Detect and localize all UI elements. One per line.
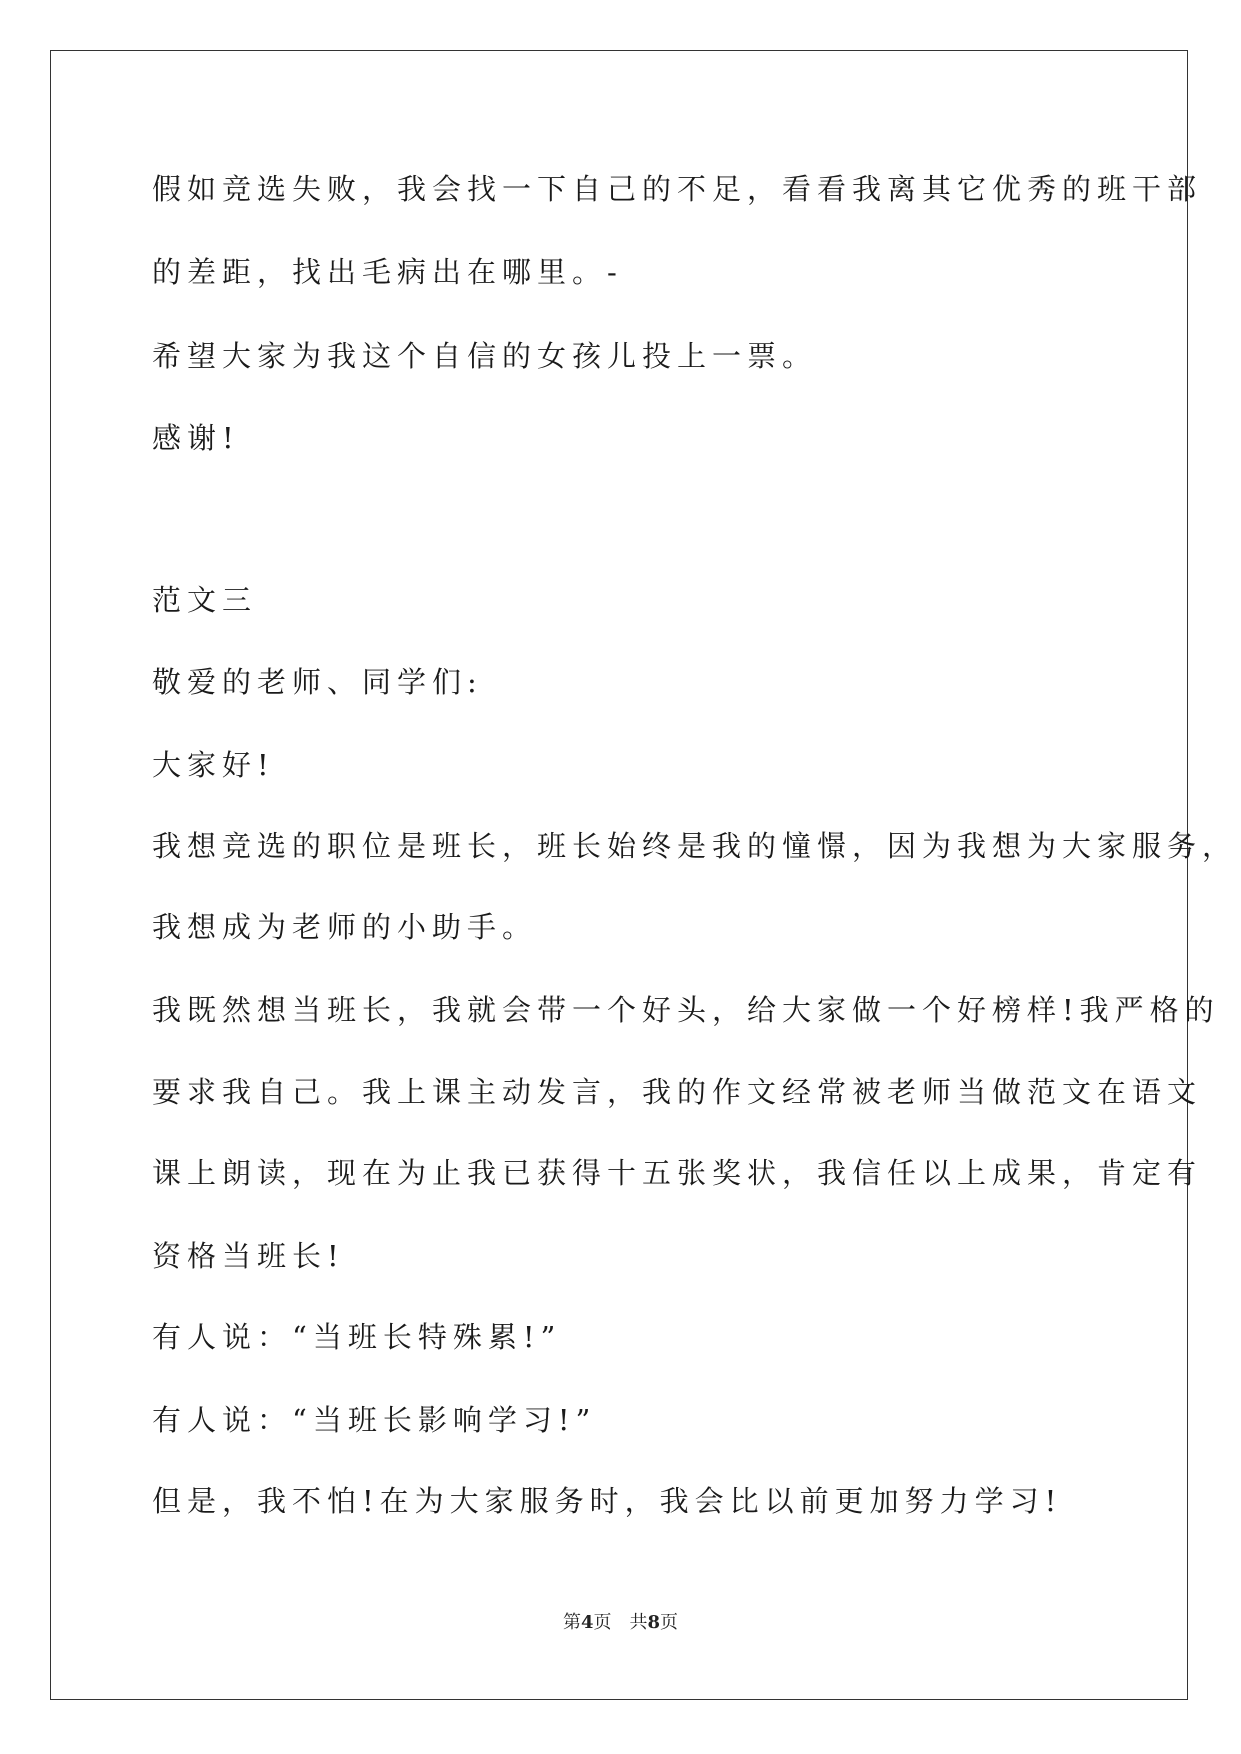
total-prefix: 共 bbox=[629, 1612, 648, 1633]
page-prefix: 第 bbox=[562, 1612, 581, 1633]
body-line: 我想成为老师的小助手。 bbox=[152, 910, 538, 944]
body-line: 要求我自己。我上课主动发言，我的作文经常被老师当做范文在语文 bbox=[152, 1075, 1203, 1109]
body-line: 感谢! bbox=[152, 421, 240, 455]
section-title: 范文三 bbox=[152, 583, 258, 617]
body-line: 假如竞选失败，我会找一下自己的不足，看看我离其它优秀的班干部 bbox=[152, 172, 1203, 206]
body-line: 我想竞选的职位是班长，班长始终是我的憧憬，因为我想为大家服务， bbox=[152, 829, 1238, 863]
body-line: 但是，我不怕!在为大家服务时，我会比以前更加努力学习! bbox=[152, 1484, 1063, 1518]
body-line: 希望大家为我这个自信的女孩儿投上一票。 bbox=[152, 339, 818, 373]
body-line: 资格当班长! bbox=[152, 1239, 345, 1273]
salutation: 敬爱的老师、同学们: bbox=[152, 665, 483, 699]
page-footer bbox=[0, 1611, 1241, 1635]
total-suffix: 页 bbox=[660, 1612, 679, 1633]
page-total: 8 bbox=[647, 1612, 661, 1633]
body-line: 我既然想当班长，我就会带一个好头，给大家做一个好榜样!我严格的 bbox=[152, 993, 1220, 1027]
body-line: 有人说：“当班长特殊累!” bbox=[152, 1320, 562, 1354]
body-line: 的差距，找出毛病出在哪里。- bbox=[152, 255, 623, 289]
page-current: 4 bbox=[580, 1612, 594, 1633]
page-border bbox=[50, 50, 1188, 1700]
body-line: 有人说：“当班长影响学习!” bbox=[152, 1403, 597, 1437]
body-line: 课上朗读，现在为止我已获得十五张奖状，我信任以上成果，肯定有 bbox=[152, 1156, 1203, 1190]
greeting: 大家好! bbox=[152, 748, 275, 782]
page-suffix: 页 bbox=[593, 1612, 612, 1633]
